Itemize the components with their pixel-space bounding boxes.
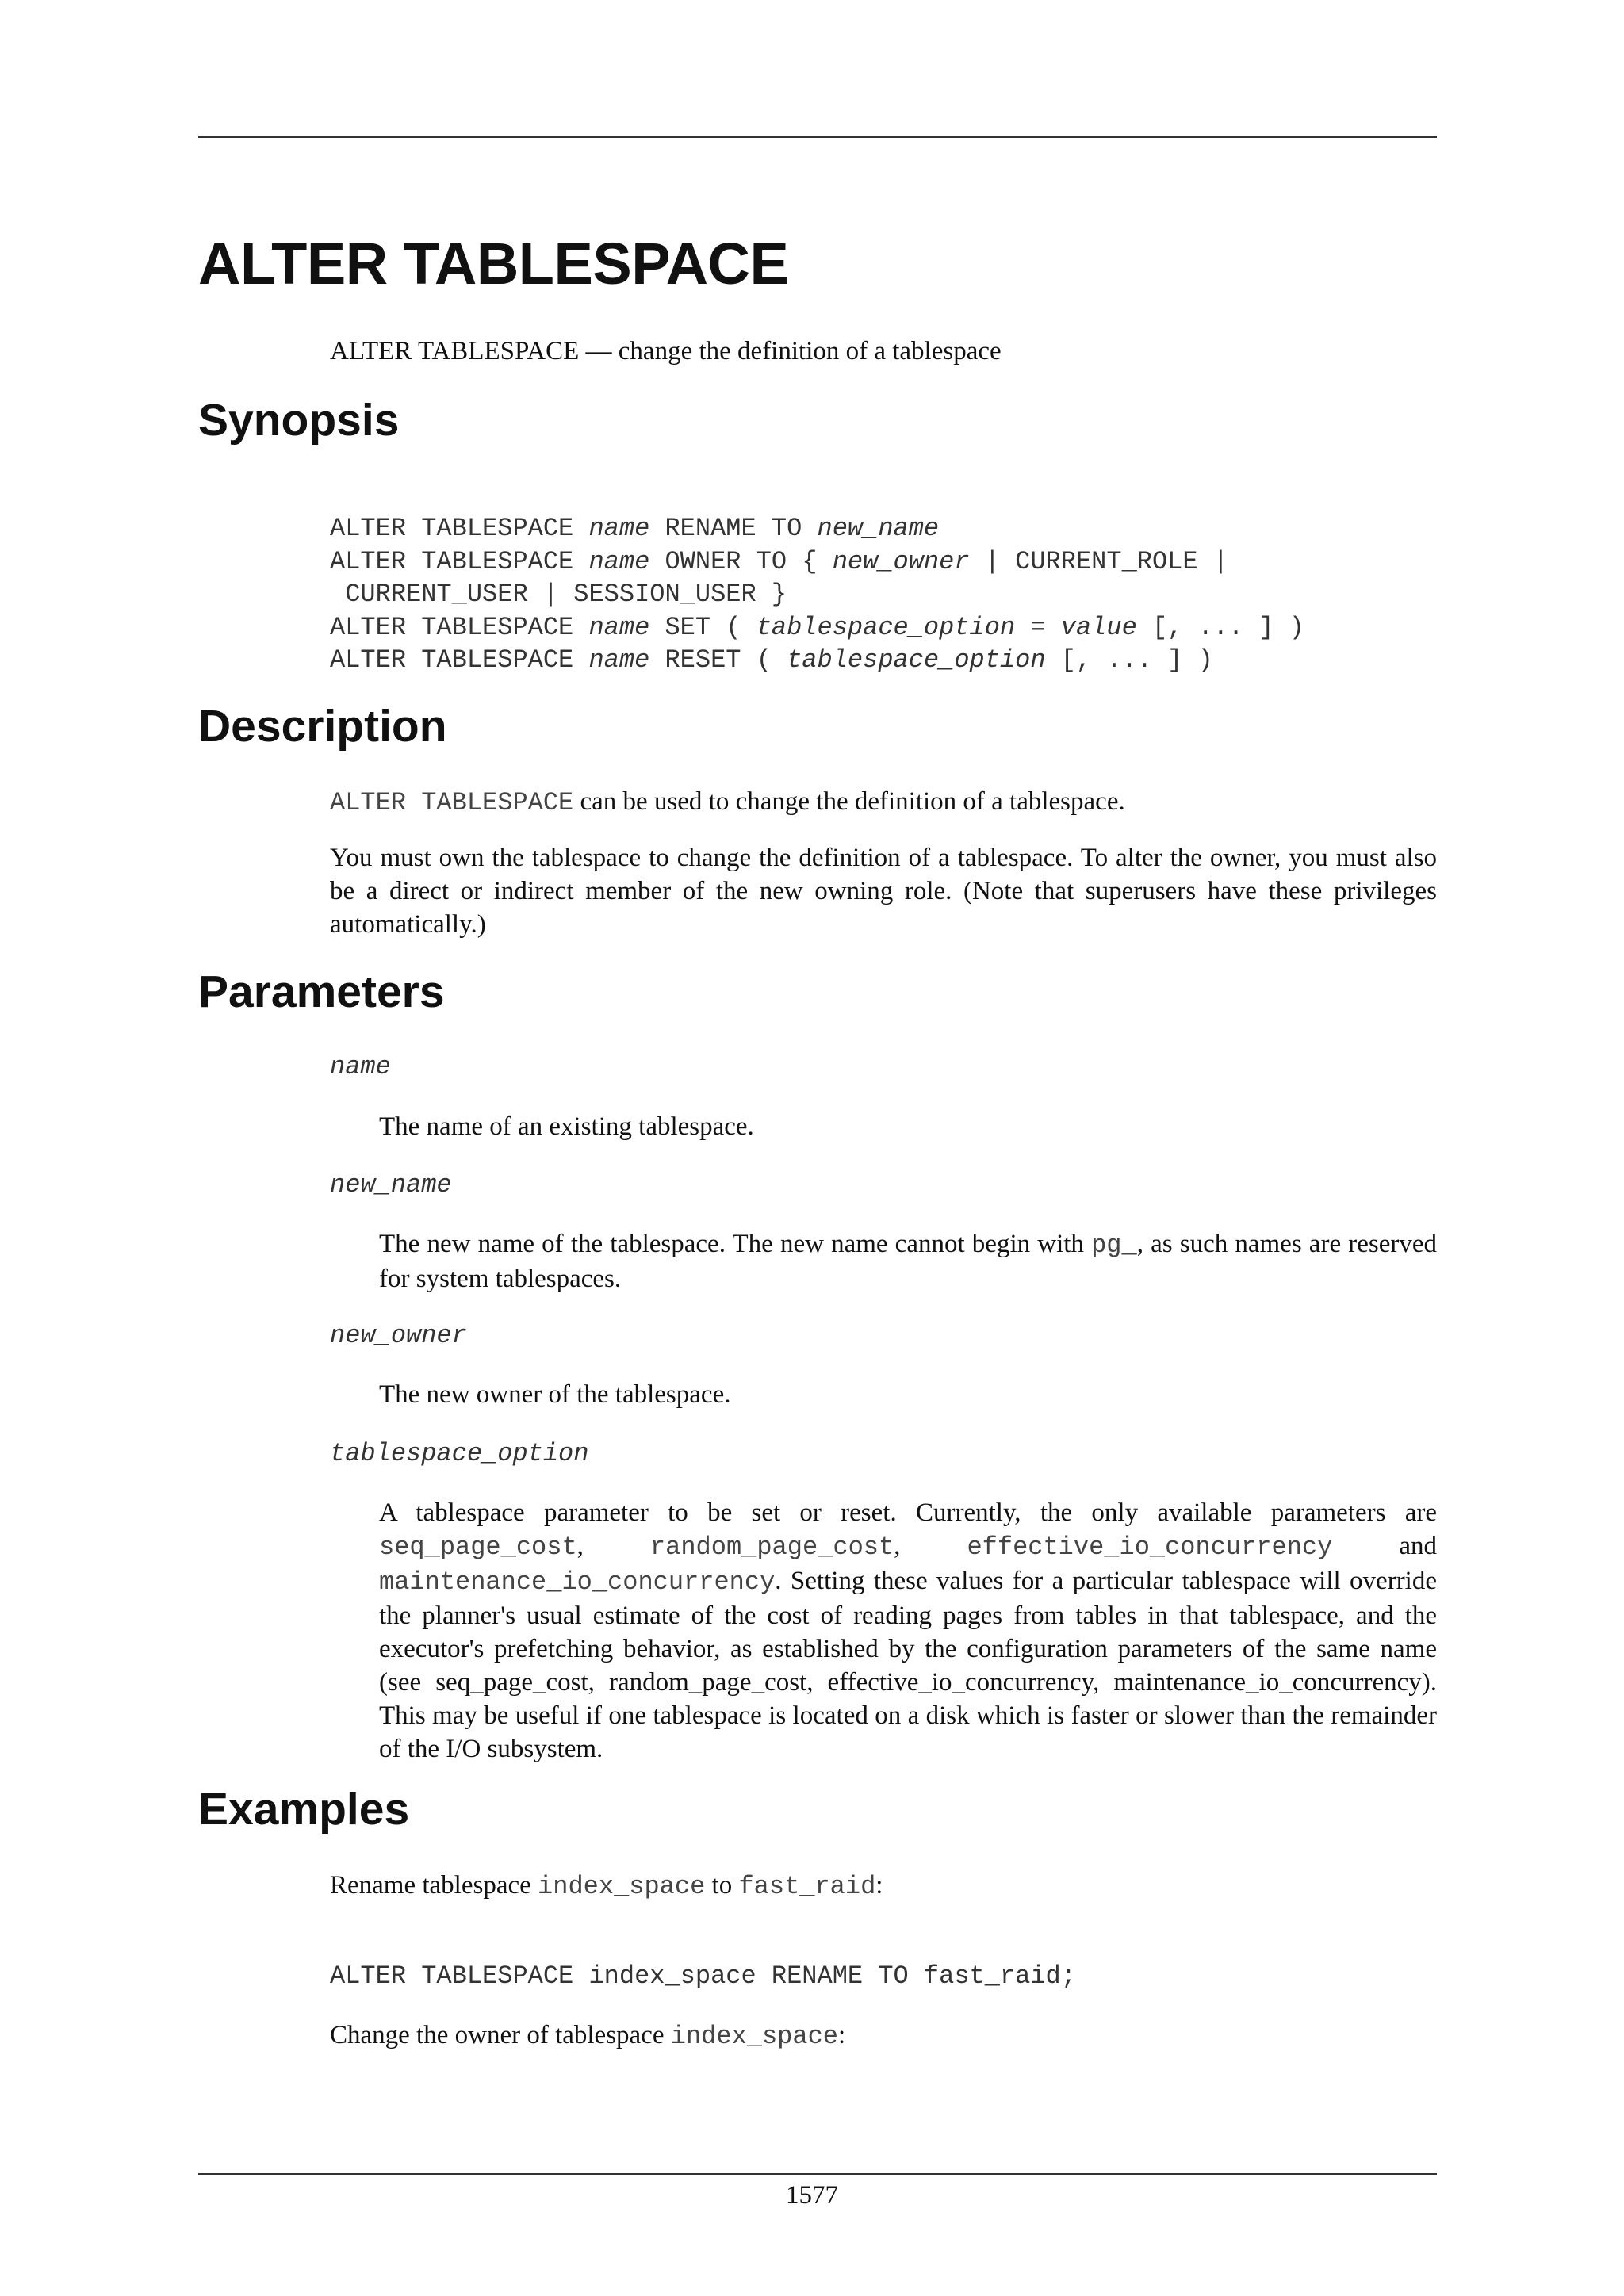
inline-code: effective_io_concurrency [967,1533,1333,1562]
examples-heading: Examples [198,1784,410,1835]
code-line: ALTER TABLESPACE name OWNER TO { new_owner | CURRENT_ROLE | [330,546,1228,576]
parameter-term: new_name [330,1170,452,1200]
page-title: ALTER TABLESPACE [198,231,789,297]
inline-code: fast_raid [738,1872,876,1901]
code-line: ALTER TABLESPACE name SET ( tablespace_option = value [, ... ] ) [330,612,1304,642]
header-rule [198,136,1437,138]
code-line: CURRENT_USER | SESSION_USER } [330,580,787,609]
page-number: 1577 [786,2181,838,2210]
inline-code: ALTER TABLESPACE [330,788,574,817]
parameter-term: new_owner [330,1321,467,1350]
description-heading: Description [198,701,447,752]
inline-code: seq_page_cost [379,1533,577,1562]
parameter-definition: The name of an existing tablespace. [379,1112,754,1141]
code-line: ALTER TABLESPACE name RESET ( tablespace_option [, ... ] ) [330,645,1213,675]
parameters-heading: Parameters [198,966,445,1017]
parameter-definition: A tablespace parameter to be set or reset. Currently, the only available parameters are seq_page_cost, random_page_cost, effective_io_concurrency and maintenance_io_concurrency. Setting these values for a particular tablespace will override the planner's usual estimate of the cost of reading pages from tables in that tablespace, and the executor's prefetching behavior, as established by the configuration parameters of the same name (see seq_page_cost, random_page_cost, effective_io_concurrency, maintenance_io_concurrency). This may be useful if one tablespace is located on a disk which is faster or slower than the remainder of the I/O subsystem. [379,1498,1438,1763]
parameter-term: name [330,1052,391,1081]
example-text: Change the owner of tablespace index_space: [330,2021,846,2051]
parameter-definition: The new owner of the tablespace. [379,1380,731,1409]
example-text: Rename tablespace index_space to fast_raid: [330,1871,883,1901]
description-paragraph: You must own the tablespace to change the definition of a tablespace. To alter the owner, you must also be a direct or indirect member of the new owning role. (Note that superusers have these privileges automatically.) [330,844,1437,939]
example-code: ALTER TABLESPACE index_space RENAME TO fast_raid; [330,1961,1076,1991]
parameter-definition: The new name of the tablespace. The new name cannot begin with pg_, as such names are reserved for system tablespaces. [379,1230,1438,1293]
inline-code: maintenance_io_concurrency [379,1567,776,1597]
inline-code: pg_ [1091,1230,1137,1260]
refentry-purpose: ALTER TABLESPACE — change the definition of a tablespace [330,337,1002,365]
code-line: ALTER TABLESPACE name RENAME TO new_name [330,514,940,543]
synopsis-heading: Synopsis [198,395,400,446]
description-paragraph: ALTER TABLESPACE can be used to change the definition of a tablespace. [330,787,1125,817]
footer-rule [198,2173,1437,2175]
parameter-term: tablespace_option [330,1439,589,1468]
inline-code: random_page_cost [649,1533,894,1562]
inline-code: index_space [538,1872,706,1901]
synopsis-code [330,512,1304,677]
inline-code: index_space [670,2022,838,2051]
